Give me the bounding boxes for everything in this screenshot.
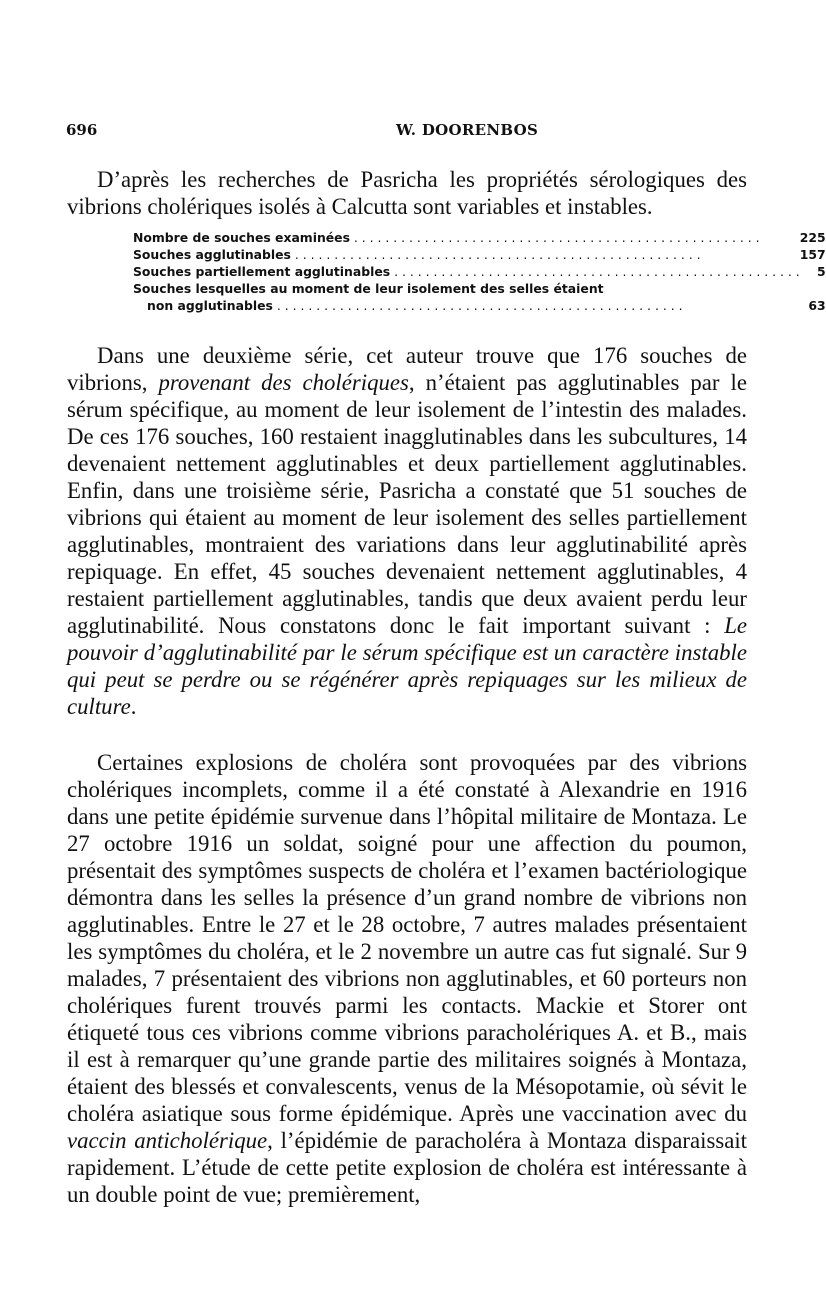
text-run: Certaines explosions de choléra sont provoquées par des vibrions cholériques incomplets, comme il a été constaté à Alexandrie en 1916 dans une petite épidémie survenue dans l’hôpital militaire de Montaza. Le 27 octobre 1916 un soldat, soigné pour une affection du poumon, présentait des symptômes suspects de choléra et l’examen bactériologique démontra dans les selles la présence d’un grand nombre de vibrions non agglutinables. Entre le 27 et le 28 octobre, 7 autres malades présentaient les symptômes du choléra, et le 2 novembre un autre cas fut signalé. Sur 9 malades, 7 présentaient des vibrions non agglutinables, et 60 porteurs non cholériques furent trouvés parmi les contacts. Mackie et Storer ont étiqueté tous ces vibrions comme vibrions paracholériques A. et B., mais il est à remarquer qu’une grande partie des militaires soignés à Montaza, étaient des blessés et convalescents, venus de la Mésopotamie, où sévit le choléra asiatique sous forme épidémique. Après une vaccination avec du [67, 750, 747, 1126]
table-row [133, 263, 826, 280]
row-value: 225 [799, 230, 826, 245]
row-value [800, 280, 826, 297]
row-label: non agglutinables . . . [133, 297, 800, 314]
table-row [133, 280, 826, 297]
table-row [133, 297, 826, 314]
page-number: 696 [66, 121, 98, 139]
text-run: . [130, 694, 137, 719]
table-row [133, 246, 826, 263]
row-value: 157 [799, 247, 826, 262]
text-run: Dans une deuxième série, cet auteur trouve que 176 souches de vibrions, [67, 343, 747, 395]
text-run: , l’épidémie de paracholéra à Montaza disparaissait rapidement. L’étude de cette petite explosion de choléra est intéressante à un double point de vue; premièrement, [67, 1128, 747, 1207]
row-value: 5 [817, 264, 826, 279]
italic-text: vaccin anticholérique [67, 1128, 268, 1153]
body-paragraph-montaza [67, 749, 747, 1208]
italic-conclusion: Le pouvoir d’agglutinabilité par le sérum spécifique est un caractère instable qui peut se perdre ou se régénérer après repiquages sur les milieux de culture [67, 613, 747, 719]
row-value: 63 [808, 298, 826, 313]
italic-text: provenant des cholériques [158, 370, 409, 395]
table-row [133, 229, 826, 246]
running-header [66, 121, 746, 143]
text-run: , n’étaient pas agglutinables par le sérum spécifique, au moment de leur isolement de l’intestin des malades. De ces 176 souches, 160 restaient inagglutinables dans les subcultures, 14 devenaient nettement agglutinables et deux partiellement agglutinables. Enfin, dans une troisième série, Pasricha a constaté que 51 souches de vibrions qui étaient au moment de leur isolement des selles partiellement agglutinables, montraient des variations dans leur agglutinabilité après repiquage. En effet, 45 souches devenaient nettement agglutinables, 4 restaient partiellement agglutinables, tandis que deux avaient perdu leur agglutinabilité. Nous constatons donc le fait important suivant : [67, 370, 747, 638]
row-label: Souches partiellement agglutinables . . . [133, 263, 800, 280]
strain-statistics-table [133, 229, 826, 314]
intro-paragraph: D’après les recherches de Pasricha les propriétés sérologiques des vibrions cholériques isolés à Calcutta sont variables et instables. [67, 167, 747, 219]
row-label: Nombre de souches examinées . . . [133, 229, 800, 246]
body-paragraph-series [67, 342, 747, 720]
row-label: Souches lesquelles au moment de leur isolement des selles étaient [133, 281, 604, 296]
row-label: Souches agglutinables . . . [133, 246, 800, 263]
running-head-author: W. DOORENBOS [396, 121, 539, 139]
